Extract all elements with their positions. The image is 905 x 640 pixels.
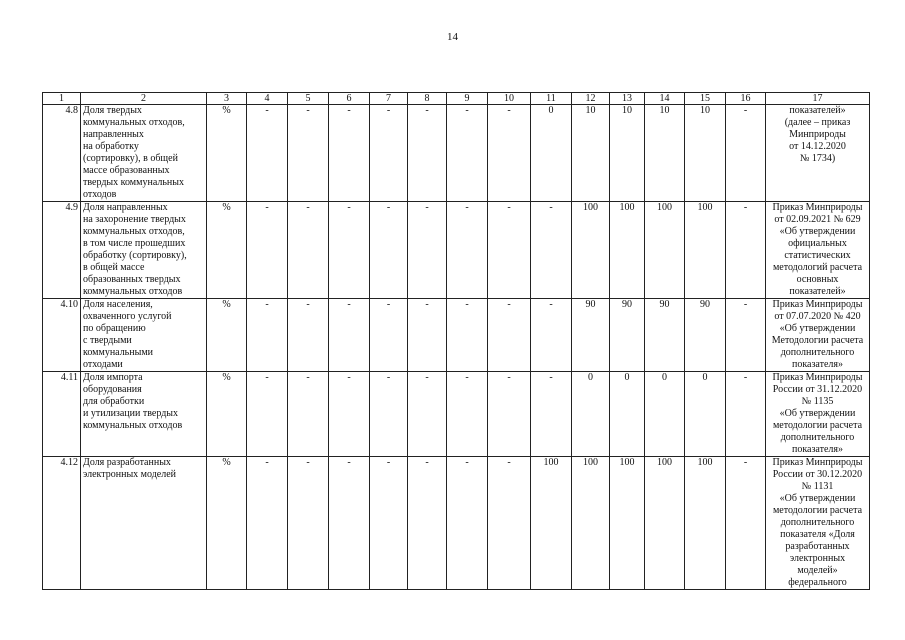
- value-cell: 90: [685, 299, 726, 372]
- value-cell: 100: [572, 457, 610, 590]
- indicator-name-line: коммунальных отходов: [83, 286, 183, 297]
- value-cell: -: [247, 457, 288, 590]
- indicator-name-line: массе образованных: [83, 165, 170, 176]
- source-line: Приказ Минприроды: [772, 457, 863, 468]
- indicator-name: [81, 202, 207, 299]
- indicator-name-line: Доля импорта: [83, 372, 143, 383]
- source-line: «Об утверждении: [779, 493, 856, 504]
- value-cell: 100: [645, 457, 685, 590]
- unit-cell: %: [207, 105, 247, 202]
- table-row: [43, 299, 870, 372]
- row-number: 4.9: [43, 202, 81, 299]
- indicator-name-line: с твердыми: [83, 335, 132, 346]
- indicator-name-line: в общей массе: [83, 262, 145, 273]
- value-cell: 10: [685, 105, 726, 202]
- value-cell: -: [726, 202, 766, 299]
- indicator-name-line: и утилизации твердых: [83, 408, 179, 419]
- value-cell: -: [726, 299, 766, 372]
- table-row: [43, 202, 870, 299]
- column-number: 8: [408, 93, 447, 105]
- column-number: 16: [726, 93, 766, 105]
- column-number: 9: [447, 93, 488, 105]
- column-number: 1: [43, 93, 81, 105]
- value-cell: 10: [572, 105, 610, 202]
- value-cell: 90: [610, 299, 645, 372]
- row-number: 4.10: [43, 299, 81, 372]
- value-cell: 0: [531, 105, 572, 202]
- source-line: электронных: [789, 553, 846, 564]
- value-cell: 0: [685, 372, 726, 457]
- value-cell: -: [288, 372, 329, 457]
- unit-cell: %: [207, 372, 247, 457]
- value-cell: 100: [685, 202, 726, 299]
- value-cell: -: [247, 299, 288, 372]
- indicator-name-line: коммунальных отходов,: [83, 226, 185, 237]
- value-cell: 10: [610, 105, 645, 202]
- indicator-name-line: Доля твердых: [83, 105, 142, 116]
- source-line: показателей»: [789, 286, 846, 297]
- source-document: [766, 299, 870, 372]
- source-line: показателя»: [791, 444, 844, 455]
- indicator-name-line: образованных твердых: [83, 274, 181, 285]
- indicator-name-line: по обращению: [83, 323, 146, 334]
- source-line: Минприроды: [789, 129, 846, 140]
- source-line: методологий расчета: [772, 262, 863, 273]
- value-cell: -: [726, 105, 766, 202]
- value-cell: 90: [645, 299, 685, 372]
- source-line: показателей»: [789, 105, 846, 116]
- source-line: статистических: [784, 250, 851, 261]
- source-line: дополнительного: [780, 517, 855, 528]
- source-line: «Об утверждении: [779, 408, 856, 419]
- column-number: 7: [370, 93, 408, 105]
- indicator-name: [81, 372, 207, 457]
- source-line: показателя «Доля: [780, 529, 855, 540]
- source-document: [766, 202, 870, 299]
- indicator-name-line: Доля разработанных: [83, 457, 171, 468]
- value-cell: -: [370, 202, 408, 299]
- unit-cell: %: [207, 299, 247, 372]
- unit-cell: %: [207, 202, 247, 299]
- column-number: 12: [572, 93, 610, 105]
- indicator-name-line: отходов: [83, 189, 117, 200]
- value-cell: -: [288, 202, 329, 299]
- value-cell: -: [329, 299, 370, 372]
- value-cell: -: [288, 105, 329, 202]
- source-line: показателя»: [791, 359, 844, 370]
- value-cell: -: [408, 202, 447, 299]
- source-line: (далее – приказ: [784, 117, 851, 128]
- source-line: федерального: [788, 577, 847, 588]
- value-cell: -: [329, 372, 370, 457]
- table-row: [43, 372, 870, 457]
- source-line: дополнительного: [780, 347, 855, 358]
- value-cell: -: [288, 457, 329, 590]
- value-cell: -: [726, 457, 766, 590]
- source-document: [766, 457, 870, 590]
- value-cell: -: [531, 372, 572, 457]
- value-cell: -: [447, 202, 488, 299]
- indicators-table: [42, 92, 870, 590]
- indicator-name: [81, 105, 207, 202]
- value-cell: -: [488, 372, 531, 457]
- value-cell: -: [408, 299, 447, 372]
- source-line: разработанных: [785, 541, 850, 552]
- source-line: № 1135: [801, 396, 834, 407]
- value-cell: 100: [645, 202, 685, 299]
- value-cell: -: [488, 105, 531, 202]
- indicator-name-line: на обработку: [83, 141, 139, 152]
- value-cell: 100: [572, 202, 610, 299]
- source-line: дополнительного: [780, 432, 855, 443]
- value-cell: -: [247, 105, 288, 202]
- indicator-name-line: твердых коммунальных: [83, 177, 184, 188]
- indicator-name: [81, 457, 207, 590]
- value-cell: -: [408, 372, 447, 457]
- column-number-row: [43, 93, 870, 105]
- value-cell: -: [447, 457, 488, 590]
- row-number: 4.8: [43, 105, 81, 202]
- value-cell: -: [247, 202, 288, 299]
- source-line: № 1734): [799, 153, 836, 164]
- source-line: основных: [796, 274, 839, 285]
- indicator-name-line: для обработки: [83, 396, 145, 407]
- value-cell: -: [370, 299, 408, 372]
- row-number: 4.11: [43, 372, 81, 457]
- value-cell: -: [447, 299, 488, 372]
- value-cell: -: [329, 202, 370, 299]
- column-number: 15: [685, 93, 726, 105]
- column-number: 13: [610, 93, 645, 105]
- source-line: России от 30.12.2020: [772, 469, 863, 480]
- value-cell: 100: [610, 457, 645, 590]
- indicator-name-line: коммунальных отходов,: [83, 117, 185, 128]
- value-cell: -: [531, 202, 572, 299]
- indicator-name-line: Доля направленных: [83, 202, 168, 213]
- source-line: Методологии расчета: [771, 335, 864, 346]
- value-cell: 0: [572, 372, 610, 457]
- indicator-name-line: обработку (сортировку),: [83, 250, 187, 261]
- source-line: России от 31.12.2020: [772, 384, 863, 395]
- indicator-name-line: (сортировку), в общей: [83, 153, 178, 164]
- column-number: 6: [329, 93, 370, 105]
- source-line: Приказ Минприроды: [772, 372, 863, 383]
- value-cell: -: [488, 202, 531, 299]
- indicator-name-line: коммунальными: [83, 347, 153, 358]
- source-line: методологии расчета: [772, 505, 863, 516]
- indicator-name-line: оборудования: [83, 384, 142, 395]
- value-cell: 0: [645, 372, 685, 457]
- source-line: от 07.07.2020 № 420: [774, 311, 861, 322]
- indicator-name-line: на захоронение твердых: [83, 214, 186, 225]
- row-number: 4.12: [43, 457, 81, 590]
- indicator-name-line: коммунальных отходов: [83, 420, 183, 431]
- source-line: от 14.12.2020: [789, 141, 846, 152]
- source-line: «Об утверждении: [779, 323, 856, 334]
- indicator-name-line: отходами: [83, 359, 123, 370]
- indicator-name-line: электронных моделей: [83, 469, 177, 480]
- column-number: 11: [531, 93, 572, 105]
- value-cell: -: [247, 372, 288, 457]
- unit-cell: %: [207, 457, 247, 590]
- value-cell: -: [488, 299, 531, 372]
- source-line: № 1131: [801, 481, 834, 492]
- source-line: методологии расчета: [772, 420, 863, 431]
- value-cell: -: [531, 299, 572, 372]
- value-cell: -: [370, 105, 408, 202]
- value-cell: 100: [531, 457, 572, 590]
- value-cell: -: [329, 105, 370, 202]
- source-line: от 02.09.2021 № 629: [774, 214, 861, 225]
- value-cell: -: [447, 372, 488, 457]
- value-cell: -: [329, 457, 370, 590]
- value-cell: -: [288, 299, 329, 372]
- column-number: 2: [81, 93, 207, 105]
- table-row: [43, 105, 870, 202]
- source-line: «Об утверждении: [779, 226, 856, 237]
- value-cell: -: [447, 105, 488, 202]
- value-cell: 100: [610, 202, 645, 299]
- source-line: Приказ Минприроды: [772, 202, 863, 213]
- indicator-name: [81, 299, 207, 372]
- column-number: 10: [488, 93, 531, 105]
- value-cell: -: [408, 105, 447, 202]
- source-document: [766, 105, 870, 202]
- column-number: 14: [645, 93, 685, 105]
- column-number: 5: [288, 93, 329, 105]
- table-row: [43, 457, 870, 590]
- source-document: [766, 372, 870, 457]
- indicator-name-line: Доля населения,: [83, 299, 153, 310]
- column-number: 17: [766, 93, 870, 105]
- value-cell: -: [370, 457, 408, 590]
- indicator-name-line: направленных: [83, 129, 144, 140]
- column-number: 4: [247, 93, 288, 105]
- source-line: Приказ Минприроды: [772, 299, 863, 310]
- value-cell: -: [488, 457, 531, 590]
- value-cell: -: [408, 457, 447, 590]
- page-number: 14: [447, 31, 458, 43]
- indicator-name-line: в том числе прошедших: [83, 238, 186, 249]
- value-cell: 90: [572, 299, 610, 372]
- indicator-name-line: охваченного услугой: [83, 311, 172, 322]
- value-cell: 10: [645, 105, 685, 202]
- value-cell: 100: [685, 457, 726, 590]
- source-line: моделей»: [797, 565, 838, 576]
- source-line: официальных: [788, 238, 847, 249]
- value-cell: 0: [610, 372, 645, 457]
- value-cell: -: [726, 372, 766, 457]
- column-number: 3: [207, 93, 247, 105]
- value-cell: -: [370, 372, 408, 457]
